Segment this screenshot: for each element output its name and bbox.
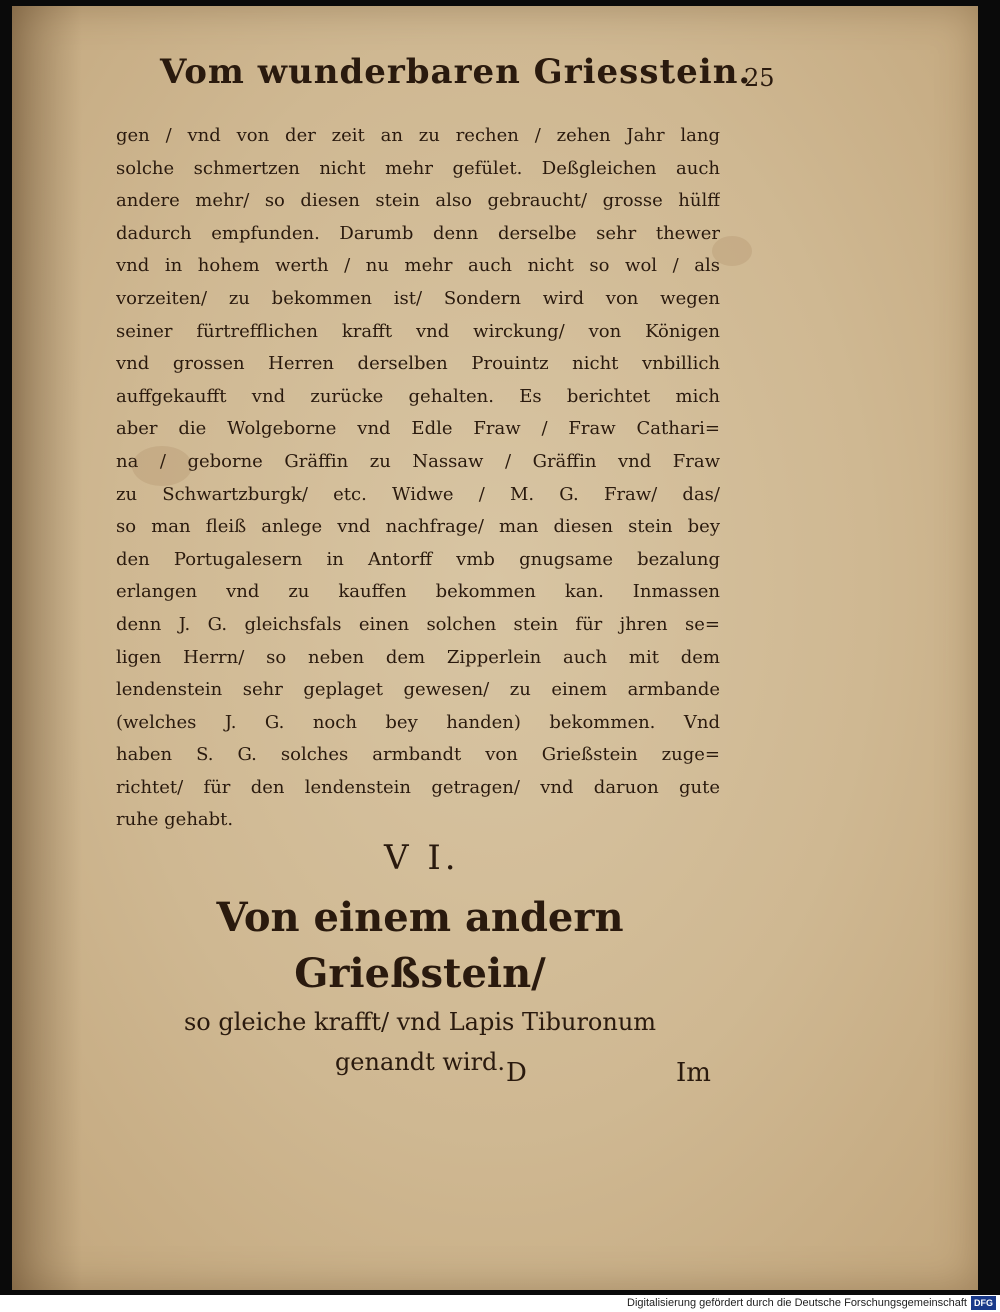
text-line: vnd grossen Herren derselben Prouintz nicht vnbillich <box>116 353 720 375</box>
text-line: gen / vnd von der zeit an zu rechen / zehen Jahr lang <box>116 125 720 146</box>
text-line: ligen Herrn/ so neben dem Zipperlein auch mit dem <box>116 646 720 668</box>
text-line: lendenstein sehr geplaget gewesen/ zu einem armbande <box>116 679 720 701</box>
footer <box>627 1296 996 1310</box>
body-text <box>116 120 720 837</box>
page-number: 25 <box>744 64 775 92</box>
text-line: dadurch empfunden. Darumb denn derselbe sehr thewer <box>116 222 720 244</box>
running-head: Vom wunderbaren Griesstein. <box>160 52 752 92</box>
text-line: erlangen vnd zu kauffen bekommen kan. Inmassen <box>116 581 720 603</box>
dfg-logo: DFG <box>971 1296 996 1310</box>
text-line: so man fleiß anlege vnd nachfrage/ man diesen stein bey <box>116 516 720 538</box>
heading-line: so gleiche krafft/ vnd Lapis Tiburonum <box>183 1008 657 1036</box>
text-line: richtet/ für den lendenstein getragen/ vnd daruon gute <box>116 776 720 798</box>
heading-line: Von einem andern Grießstein/ <box>216 894 624 997</box>
text-line: denn J. G. gleichsfals einen solchen stein für jhren se= <box>116 613 720 635</box>
text-line: haben S. G. solches armbandt von Grießstein zuge= <box>116 744 720 766</box>
page-gutter-shadow <box>12 6 82 1290</box>
text-line: vnd in hohem werth / nu mehr auch nicht so wol / als <box>116 255 720 277</box>
text-line: zu Schwartzburgk/ etc. Widwe / M. G. Fraw/ das/ <box>116 483 720 505</box>
text-line: ruhe gehabt. <box>116 809 234 831</box>
heading-line: genandt wird. <box>334 1048 506 1076</box>
text-line: solche schmertzen nicht mehr gefület. Deßgleichen auch <box>116 157 720 179</box>
text-line: den Portugalesern in Antorff vmb gnugsame bezalung <box>116 548 720 570</box>
catchword: Im <box>676 1058 711 1088</box>
text-line: seiner fürtrefflichen krafft vnd wirckung/ von Königen <box>116 320 720 342</box>
signature-mark: D <box>506 1058 527 1088</box>
footer-text: Digitalisierung gefördert durch die Deutsche Forschungsgemeinschaft <box>627 1297 967 1309</box>
text-line: auffgekaufft vnd zurücke gehalten. Es berichtet mich <box>116 385 720 407</box>
text-line: na / geborne Gräffin zu Nassaw / Gräffin vnd Fraw <box>116 450 720 472</box>
text-line: (welches J. G. noch bey handen) bekommen. Vnd <box>116 711 720 733</box>
text-line: andere mehr/ so diesen stein also gebraucht/ grosse hülff <box>116 190 720 212</box>
section-number: V I. <box>384 838 460 878</box>
section-heading <box>110 890 730 1082</box>
text-line: vorzeiten/ zu bekommen ist/ Sondern wird von wegen <box>116 287 720 309</box>
text-line: aber die Wolgeborne vnd Edle Fraw / Fraw Cathari= <box>116 418 720 440</box>
